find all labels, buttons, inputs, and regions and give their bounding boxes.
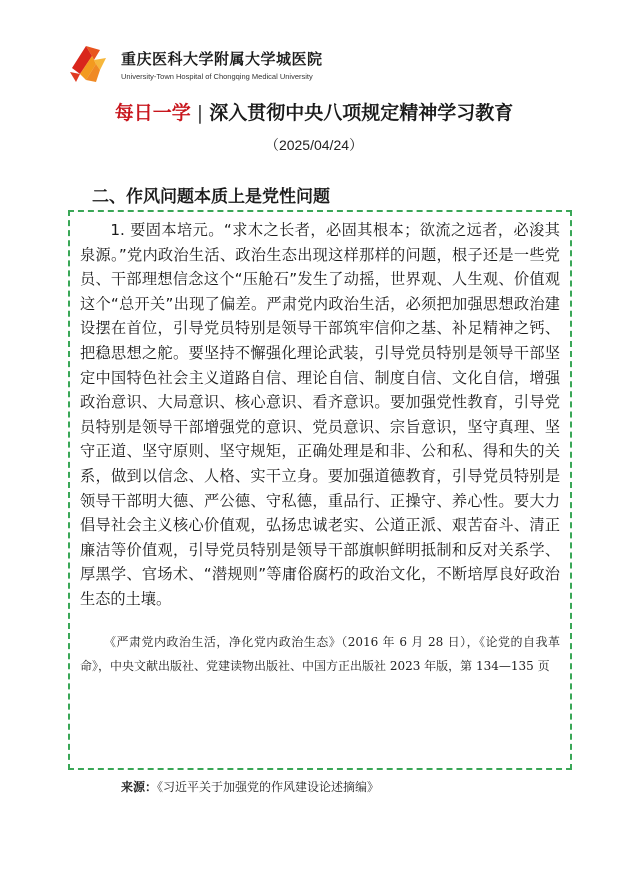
column-name: 每日一学: [114, 102, 191, 124]
citation: 《严肃党内政治生活，净化党内政治生态》（2016 年 6 月 28 日），《论党的自我革命》，中央文献出版社、党建读物出版社、中国方正出版社 2023 年版，第 134—135 页: [80, 635, 560, 673]
page-title: [0, 98, 628, 125]
title-separator: |: [196, 102, 204, 124]
hospital-logo-icon: [66, 42, 114, 84]
section-heading: 二、作风问题本质上是党性问题: [92, 187, 330, 207]
source-label: 来源：: [121, 780, 158, 794]
source-line: [121, 778, 379, 795]
source-text: 《习近平关于加强党的作风建设论述摘编》: [157, 780, 380, 794]
hospital-name-cn: 重庆医科大学附属大学城医院: [121, 50, 323, 68]
title-main: 深入贯彻中央八项规定精神学习教育: [209, 102, 514, 124]
hospital-name-en: University-Town Hospital of Chongqing Medical University: [121, 72, 313, 81]
publish-date: （2025/04/24）: [264, 137, 364, 153]
body-paragraph: 1. 要固本培元。“求木之长者，必固其根本；欲流之远者，必浚其泉源。”党内政治生活、政治生态出现这样那样的问题，根子还是一些党员、干部理想信念这个“压舱石”发生了动摇，世界观、人生观、价值观这个“总开关”出现了偏差。严肃党内政治生活，必须把加强思想政治建设摆在首位，引导党员特别是领导干部筑牢信仰之基、补足精神之钙、把稳思想之舵。要坚持不懈强化理论武装，引导党员特别是领导干部坚定中国特色社会主义道路自信、理论自信、制度自信、文化自信，增强政治意识、大局意识、核心意识、看齐意识。要加强党性教育，引导党员特别是领导干部增强党的意识、党员意识、宗旨意识，坚守真理、坚守正道、坚守原则、坚守规矩，正确处理是和非、公和私、得和失的关系，做到以信念、人格、实干立身。要加强道德教育，引导党员特别是领导干部明大德、严公德、守私德，重品行、正操守、养心性。要大力倡导社会主义核心价值观，弘扬忠诚老实、公道正派、艰苦奋斗、清正廉洁等价值观，引导党员特别是领导干部旗帜鲜明抵制和反对关系学、厚黑学、官场术、“潜规则”等庸俗腐朽的政治文化，不断培厚良好政治生态的土壤。: [80, 221, 560, 608]
